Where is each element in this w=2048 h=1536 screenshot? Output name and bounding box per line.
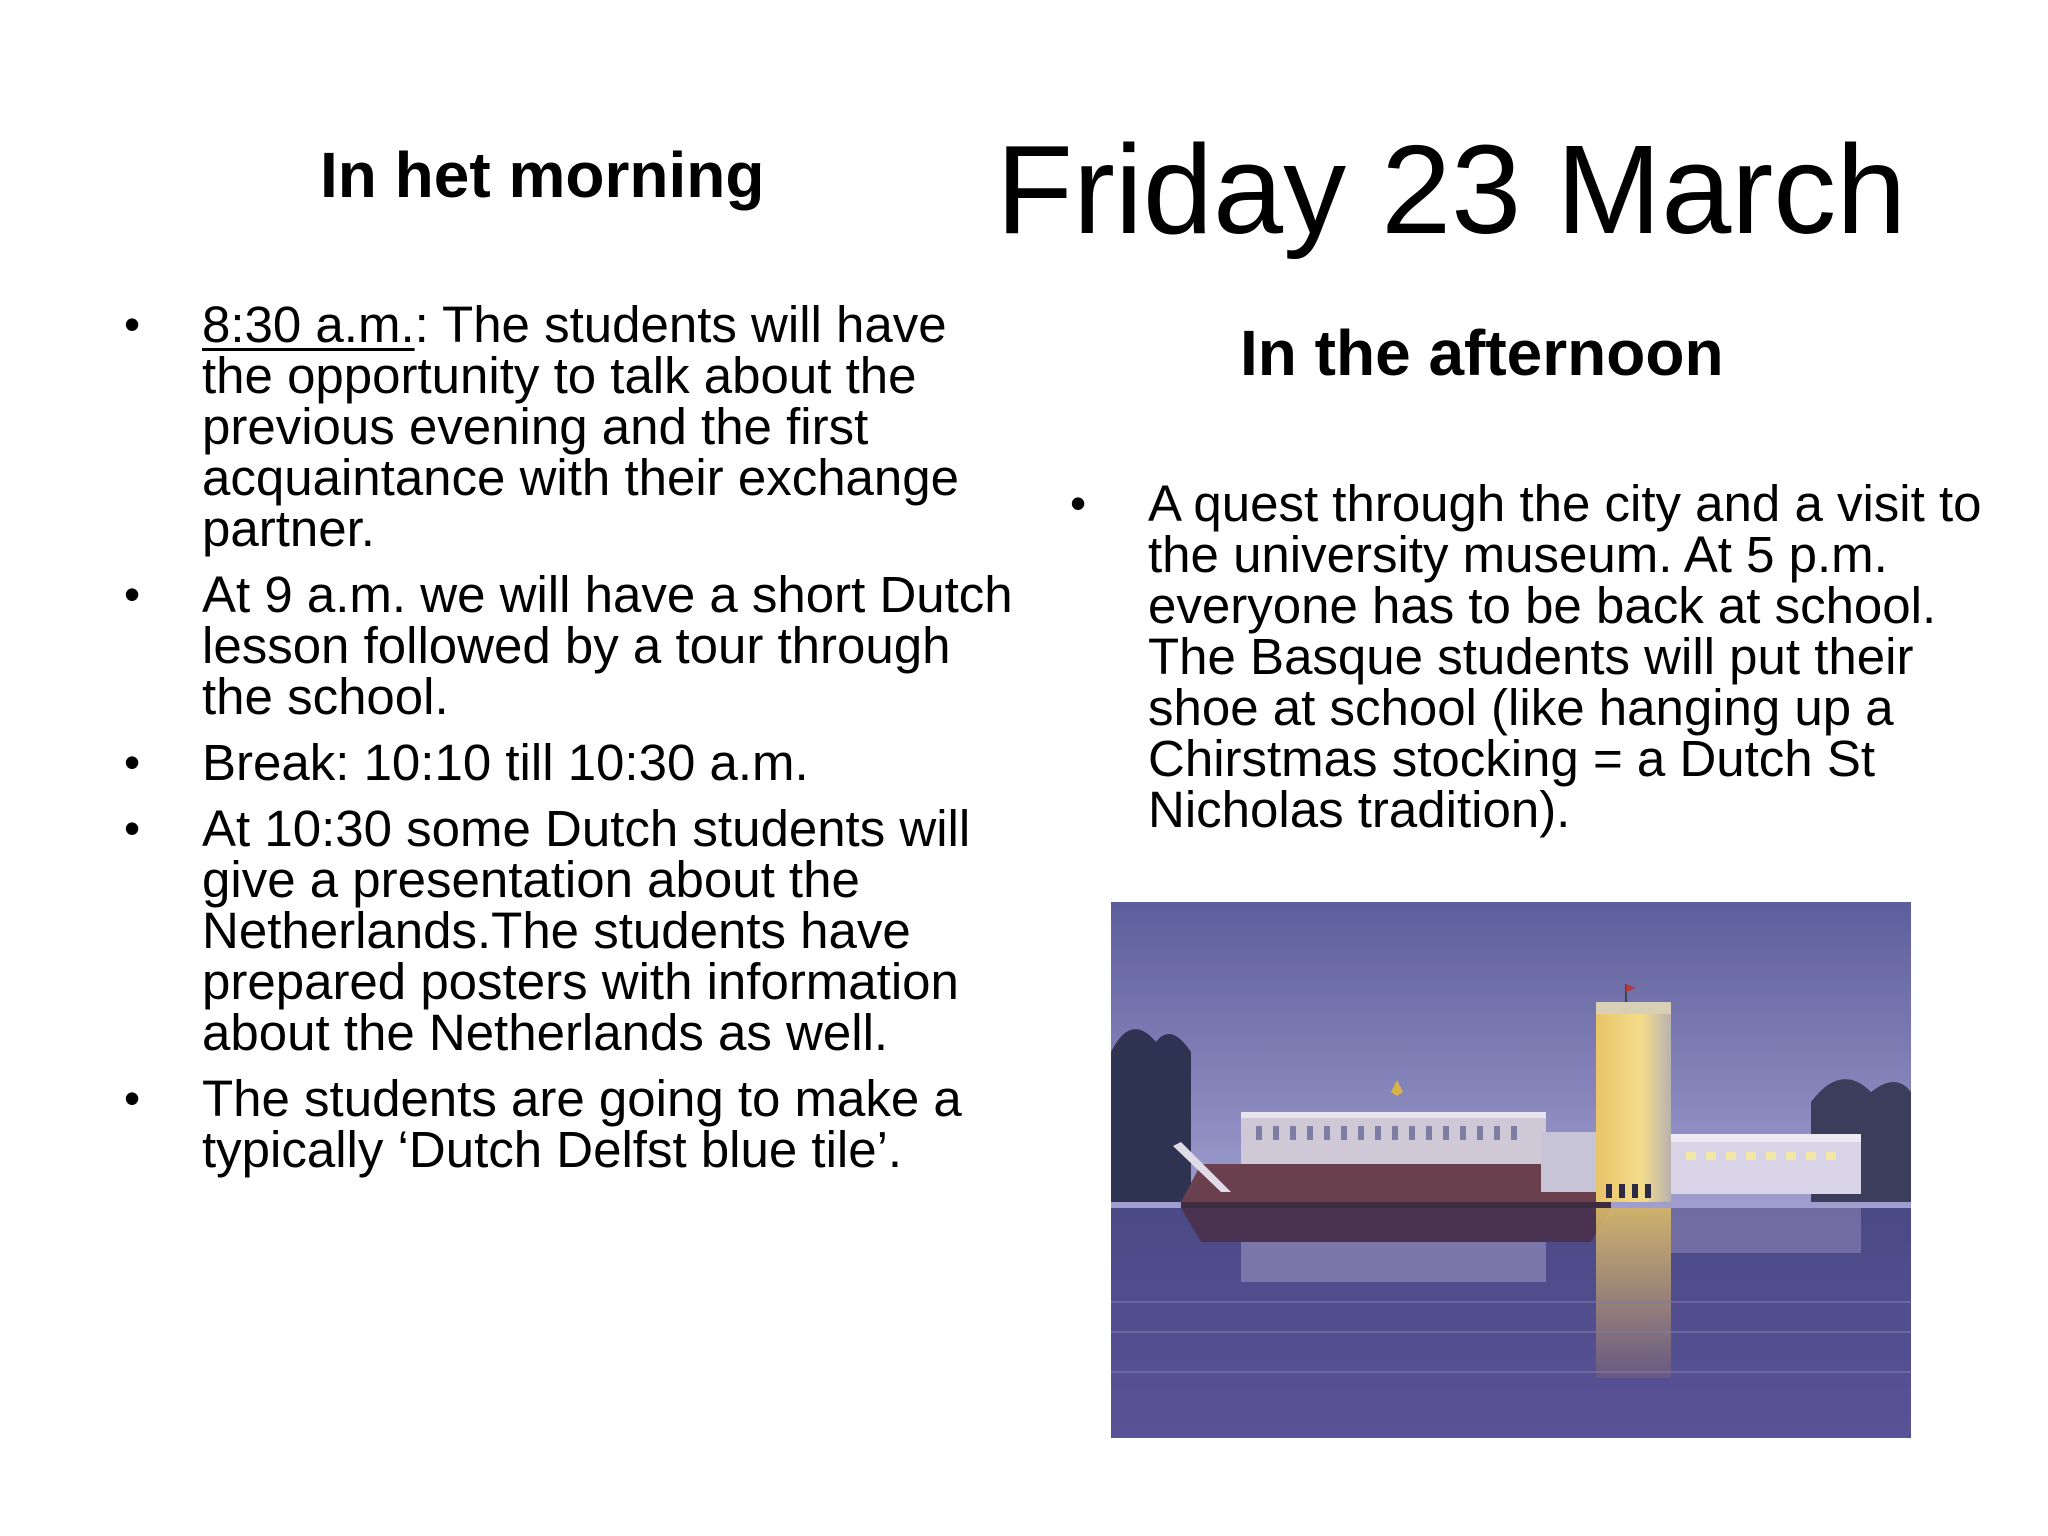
list-item (124, 566, 1024, 725)
item-text: At 9 a.m. we will have a short Dutch lesson followed by a tour through the school. (202, 566, 1013, 725)
list-item (124, 296, 1024, 557)
bullet-icon: • (124, 802, 141, 854)
item-text: The students are going to make a typically ‘Dutch Delfst blue tile’. (202, 1070, 962, 1178)
morning-bullet-list (124, 296, 1024, 1190)
item-text: : The students will have the opportunity to talk about the previous evening and the first acquaintance with their exchange partner. (202, 296, 960, 557)
morning-heading: In het morning (320, 139, 765, 211)
list-item (124, 734, 1024, 791)
item-text: Break: 10:10 till 10:30 a.m. (202, 734, 809, 791)
item-text: At 10:30 some Dutch students will give a presentation about the Netherlands.The students have prepared posters with information about the Netherlands as well. (202, 800, 971, 1061)
afternoon-bullet-list (1070, 475, 1990, 838)
bullet-icon: • (1070, 477, 1087, 529)
list-item (124, 800, 1024, 1061)
bullet-icon: • (124, 568, 141, 620)
slide-title: Friday 23 March (996, 119, 1907, 260)
bullet-icon: • (124, 1072, 141, 1124)
list-item (124, 1070, 1024, 1178)
time-label: 8:30 a.m. (202, 296, 415, 353)
bullet-icon: • (124, 298, 141, 350)
item-text: A quest through the city and a visit to the university museum. At 5 p.m. everyone has to be back at school. The Basque students will put their shoe at school (like hanging up a Chirstmas stocking = a Dutch St Nicholas tradition). (1148, 475, 1982, 838)
afternoon-heading: In the afternoon (1240, 317, 1724, 389)
bullet-icon: • (124, 736, 141, 788)
museum-photo (1111, 902, 1911, 1438)
list-item (1070, 475, 1990, 838)
